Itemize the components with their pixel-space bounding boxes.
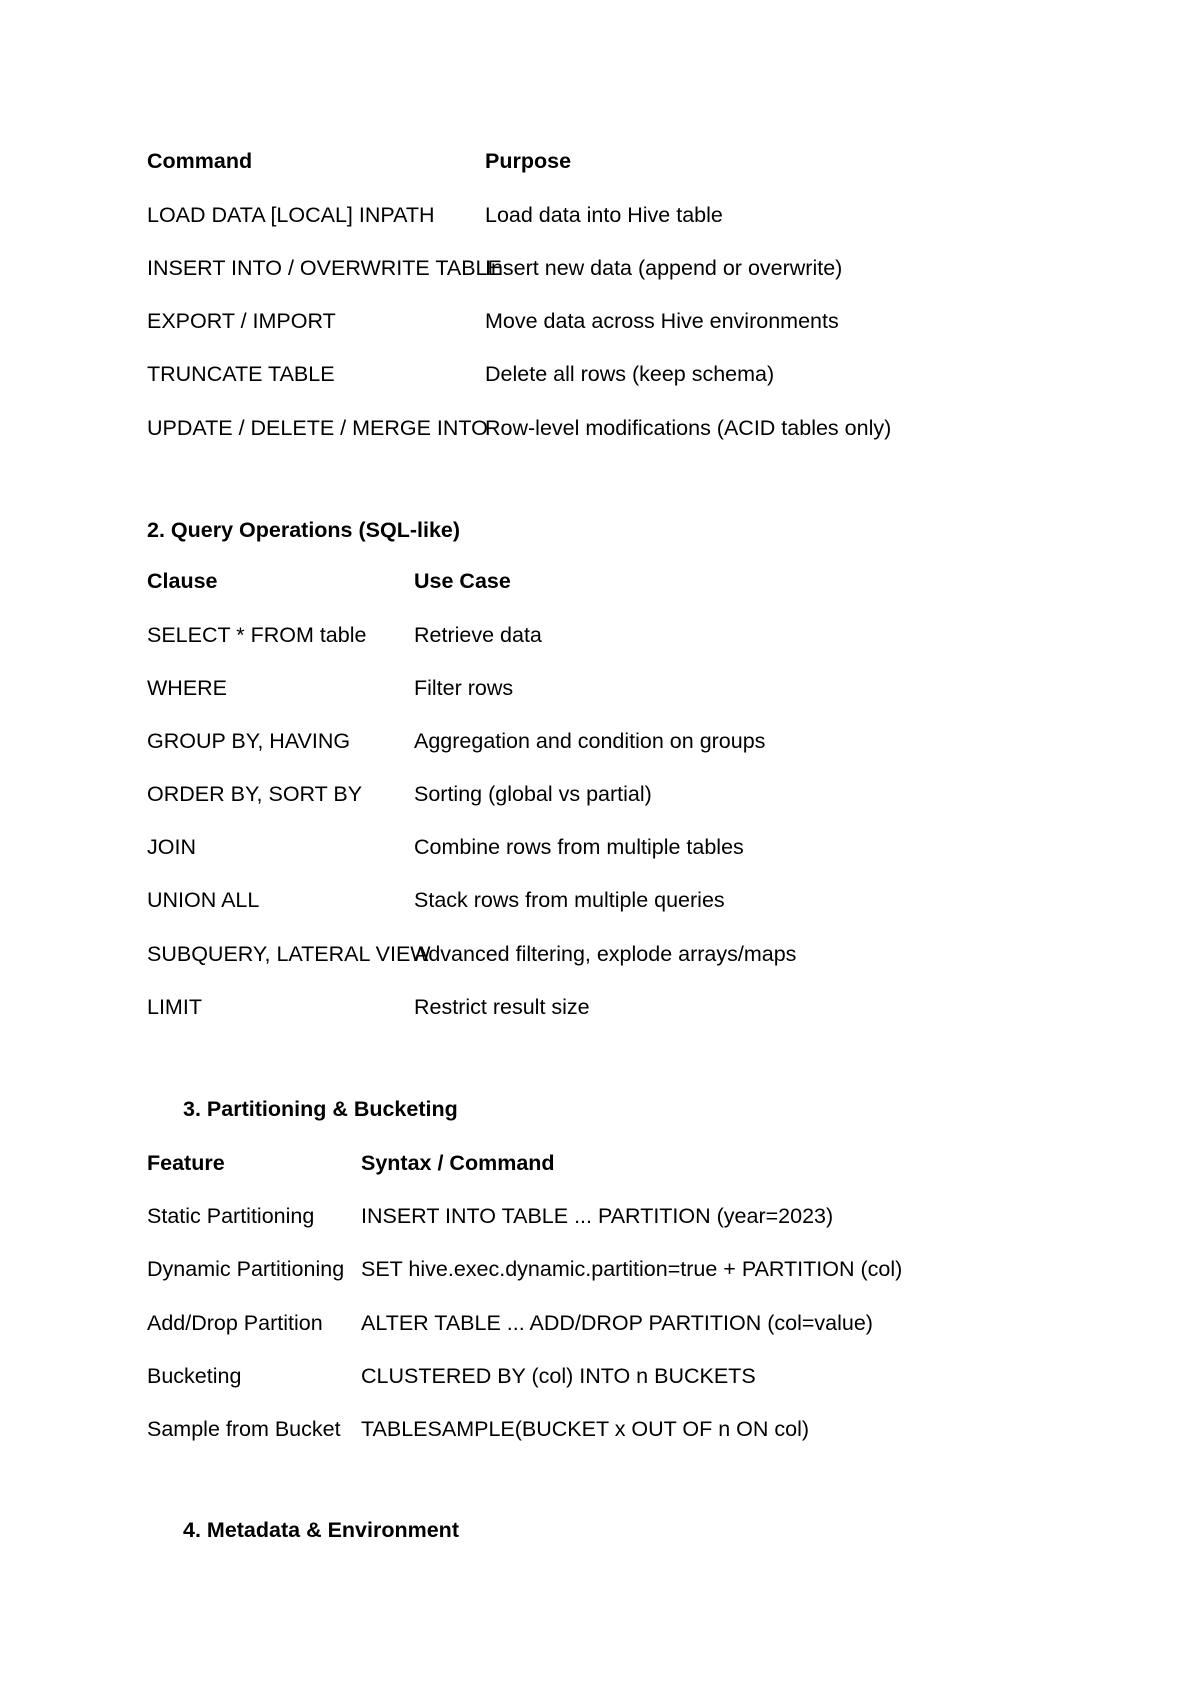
table1-row-purpose: Load data into Hive table [485,203,723,227]
table1-row-purpose: Move data across Hive environments [485,309,839,333]
table3-row-syntax: ALTER TABLE ... ADD/DROP PARTITION (col=value) [361,1311,873,1335]
table2-row-clause: ORDER BY, SORT BY [147,782,363,806]
table2-row-use-case: Retrieve data [414,623,542,647]
table3-row-syntax: TABLESAMPLE(BUCKET x OUT OF n ON col) [361,1417,810,1441]
table1-header-command: Command [147,149,253,173]
table3-row-feature: Bucketing [147,1364,242,1388]
table2-row-clause: SELECT * FROM table [147,623,367,647]
table2-row-clause: GROUP BY, HAVING [147,729,351,753]
section3-heading: 3. Partitioning & Bucketing [183,1097,458,1121]
table1-row-command: EXPORT / IMPORT [147,309,336,333]
table1-row-purpose: Insert new data (append or overwrite) [485,256,843,280]
table1-row-command: TRUNCATE TABLE [147,362,335,386]
table2-row-use-case: Combine rows from multiple tables [414,835,744,859]
table2-row-use-case: Sorting (global vs partial) [414,782,652,806]
table3-row-syntax: SET hive.exec.dynamic.partition=true + PARTITION (col) [361,1257,903,1281]
table3-header-syntax: Syntax / Command [361,1151,555,1175]
table2-header-use-case: Use Case [414,569,511,593]
table2-row-use-case: Restrict result size [414,995,590,1019]
table3-row-feature: Sample from Bucket [147,1417,341,1441]
table1-row-command: INSERT INTO / OVERWRITE TABLE [147,256,502,280]
table1-row-command: UPDATE / DELETE / MERGE INTO [147,416,488,440]
section2-heading: 2. Query Operations (SQL-like) [147,518,461,542]
table3-row-syntax: INSERT INTO TABLE ... PARTITION (year=2023) [361,1204,834,1228]
table2-row-use-case: Stack rows from multiple queries [414,888,725,912]
table3-row-feature: Static Partitioning [147,1204,315,1228]
section4-heading: 4. Metadata & Environment [183,1518,459,1542]
table1-row-purpose: Delete all rows (keep schema) [485,362,775,386]
table2-row-clause: WHERE [147,676,228,700]
table3-row-feature: Dynamic Partitioning [147,1257,345,1281]
table2-row-clause: LIMIT [147,995,202,1019]
table1-row-command: LOAD DATA [LOCAL] INPATH [147,203,435,227]
table2-row-use-case: Aggregation and condition on groups [414,729,766,753]
table2-row-clause: JOIN [147,835,196,859]
table2-header-clause: Clause [147,569,218,593]
table3-row-feature: Add/Drop Partition [147,1311,323,1335]
table2-row-use-case: Advanced filtering, explode arrays/maps [414,942,797,966]
table1-row-purpose: Row-level modifications (ACID tables only) [485,416,892,440]
table1-header-purpose: Purpose [485,149,572,173]
table2-row-clause: UNION ALL [147,888,260,912]
table2-row-use-case: Filter rows [414,676,514,700]
table2-row-clause: SUBQUERY, LATERAL VIEW [147,942,431,966]
table3-header-feature: Feature [147,1151,225,1175]
table3-row-syntax: CLUSTERED BY (col) INTO n BUCKETS [361,1364,756,1388]
